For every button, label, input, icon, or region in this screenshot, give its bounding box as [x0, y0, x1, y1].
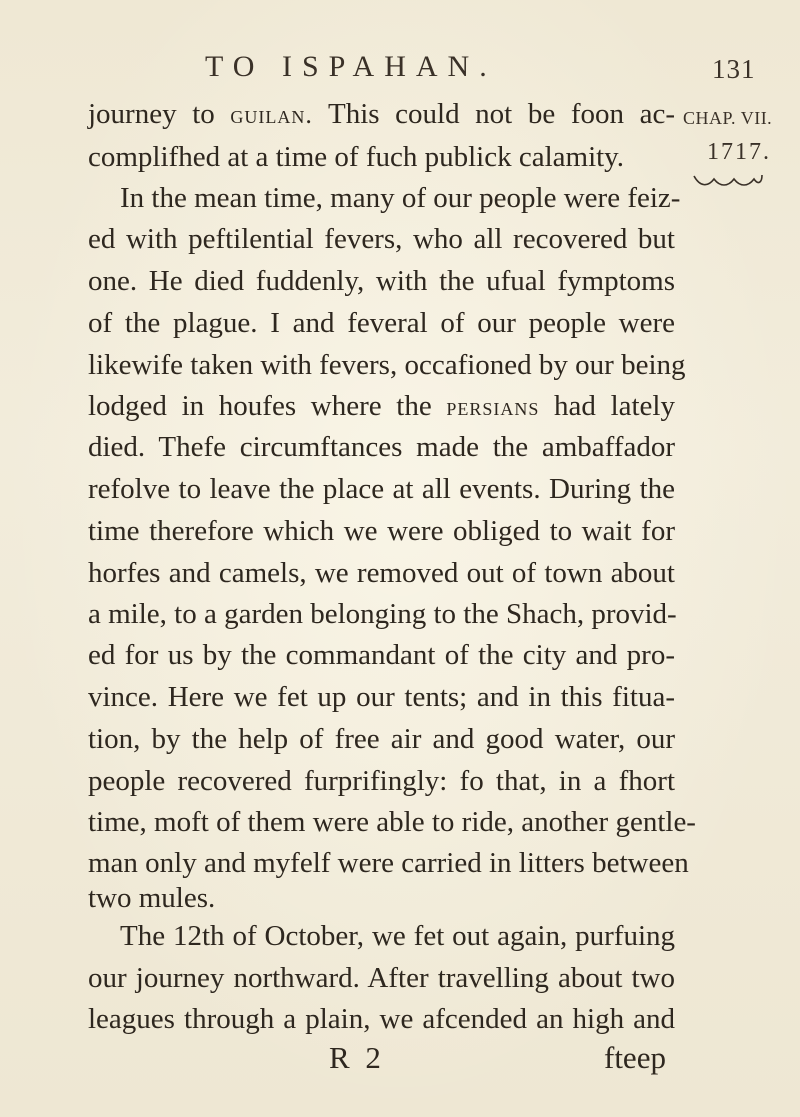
text-line: In the mean time, many of our people were feiz-: [120, 182, 681, 214]
text-line: The 12th of October, we fet out again, purfuing: [120, 920, 675, 952]
text-line: one. He died fuddenly, with the ufual fymptoms: [88, 265, 675, 297]
text-line: of the plague. I and feveral of our people were: [88, 307, 675, 339]
text-line: time, moft of them were able to ride, another gentle-: [88, 806, 696, 838]
text-line: journey to guilan. This could not be foon ac-: [88, 98, 675, 130]
text-line: horfes and camels, we removed out of town about: [88, 557, 675, 589]
chapter-label: CHAP. VII.: [683, 108, 773, 128]
text-line: tion, by the help of free air and good water, our: [88, 723, 675, 755]
text-line: lodged in houfes where the persians had lately: [88, 390, 675, 422]
text-line: two mules.: [88, 882, 216, 914]
text-line: ed for us by the commandant of the city and pro-: [88, 639, 675, 671]
text-line: likewife taken with fevers, occafioned by our being: [88, 349, 686, 381]
text-line: man only and myfelf were carried in litters between: [88, 847, 689, 879]
text-line: died. Thefe circumftances made the ambaffador: [88, 431, 675, 463]
text-line: refolve to leave the place at all events. During the: [88, 473, 675, 505]
text-line: complifhed at a time of fuch publick calamity.: [88, 141, 625, 173]
catchword: fteep: [604, 1040, 666, 1075]
text-line: our journey northward. After travelling about two: [88, 962, 675, 994]
text-line: a mile, to a garden belonging to the Shach, provid-: [88, 598, 677, 630]
running-head: TO ISPAHAN.: [205, 50, 497, 83]
text-line: leagues through a plain, we afcended an high and: [88, 1003, 675, 1035]
page-number: 131: [712, 54, 756, 84]
text-line: ed with peftilential fevers, who all recovered but: [88, 223, 675, 255]
text-line: time therefore which we were obliged to wait for: [88, 515, 675, 547]
year-label: 1717.: [707, 139, 771, 165]
text-line: people recovered furprifingly: fo that, in a fhort: [88, 765, 675, 797]
text-line: vince. Here we fet up our tents; and in this fitua-: [88, 681, 675, 713]
signature-mark: R 2: [329, 1040, 385, 1075]
page-footer: [0, 1040, 800, 1080]
